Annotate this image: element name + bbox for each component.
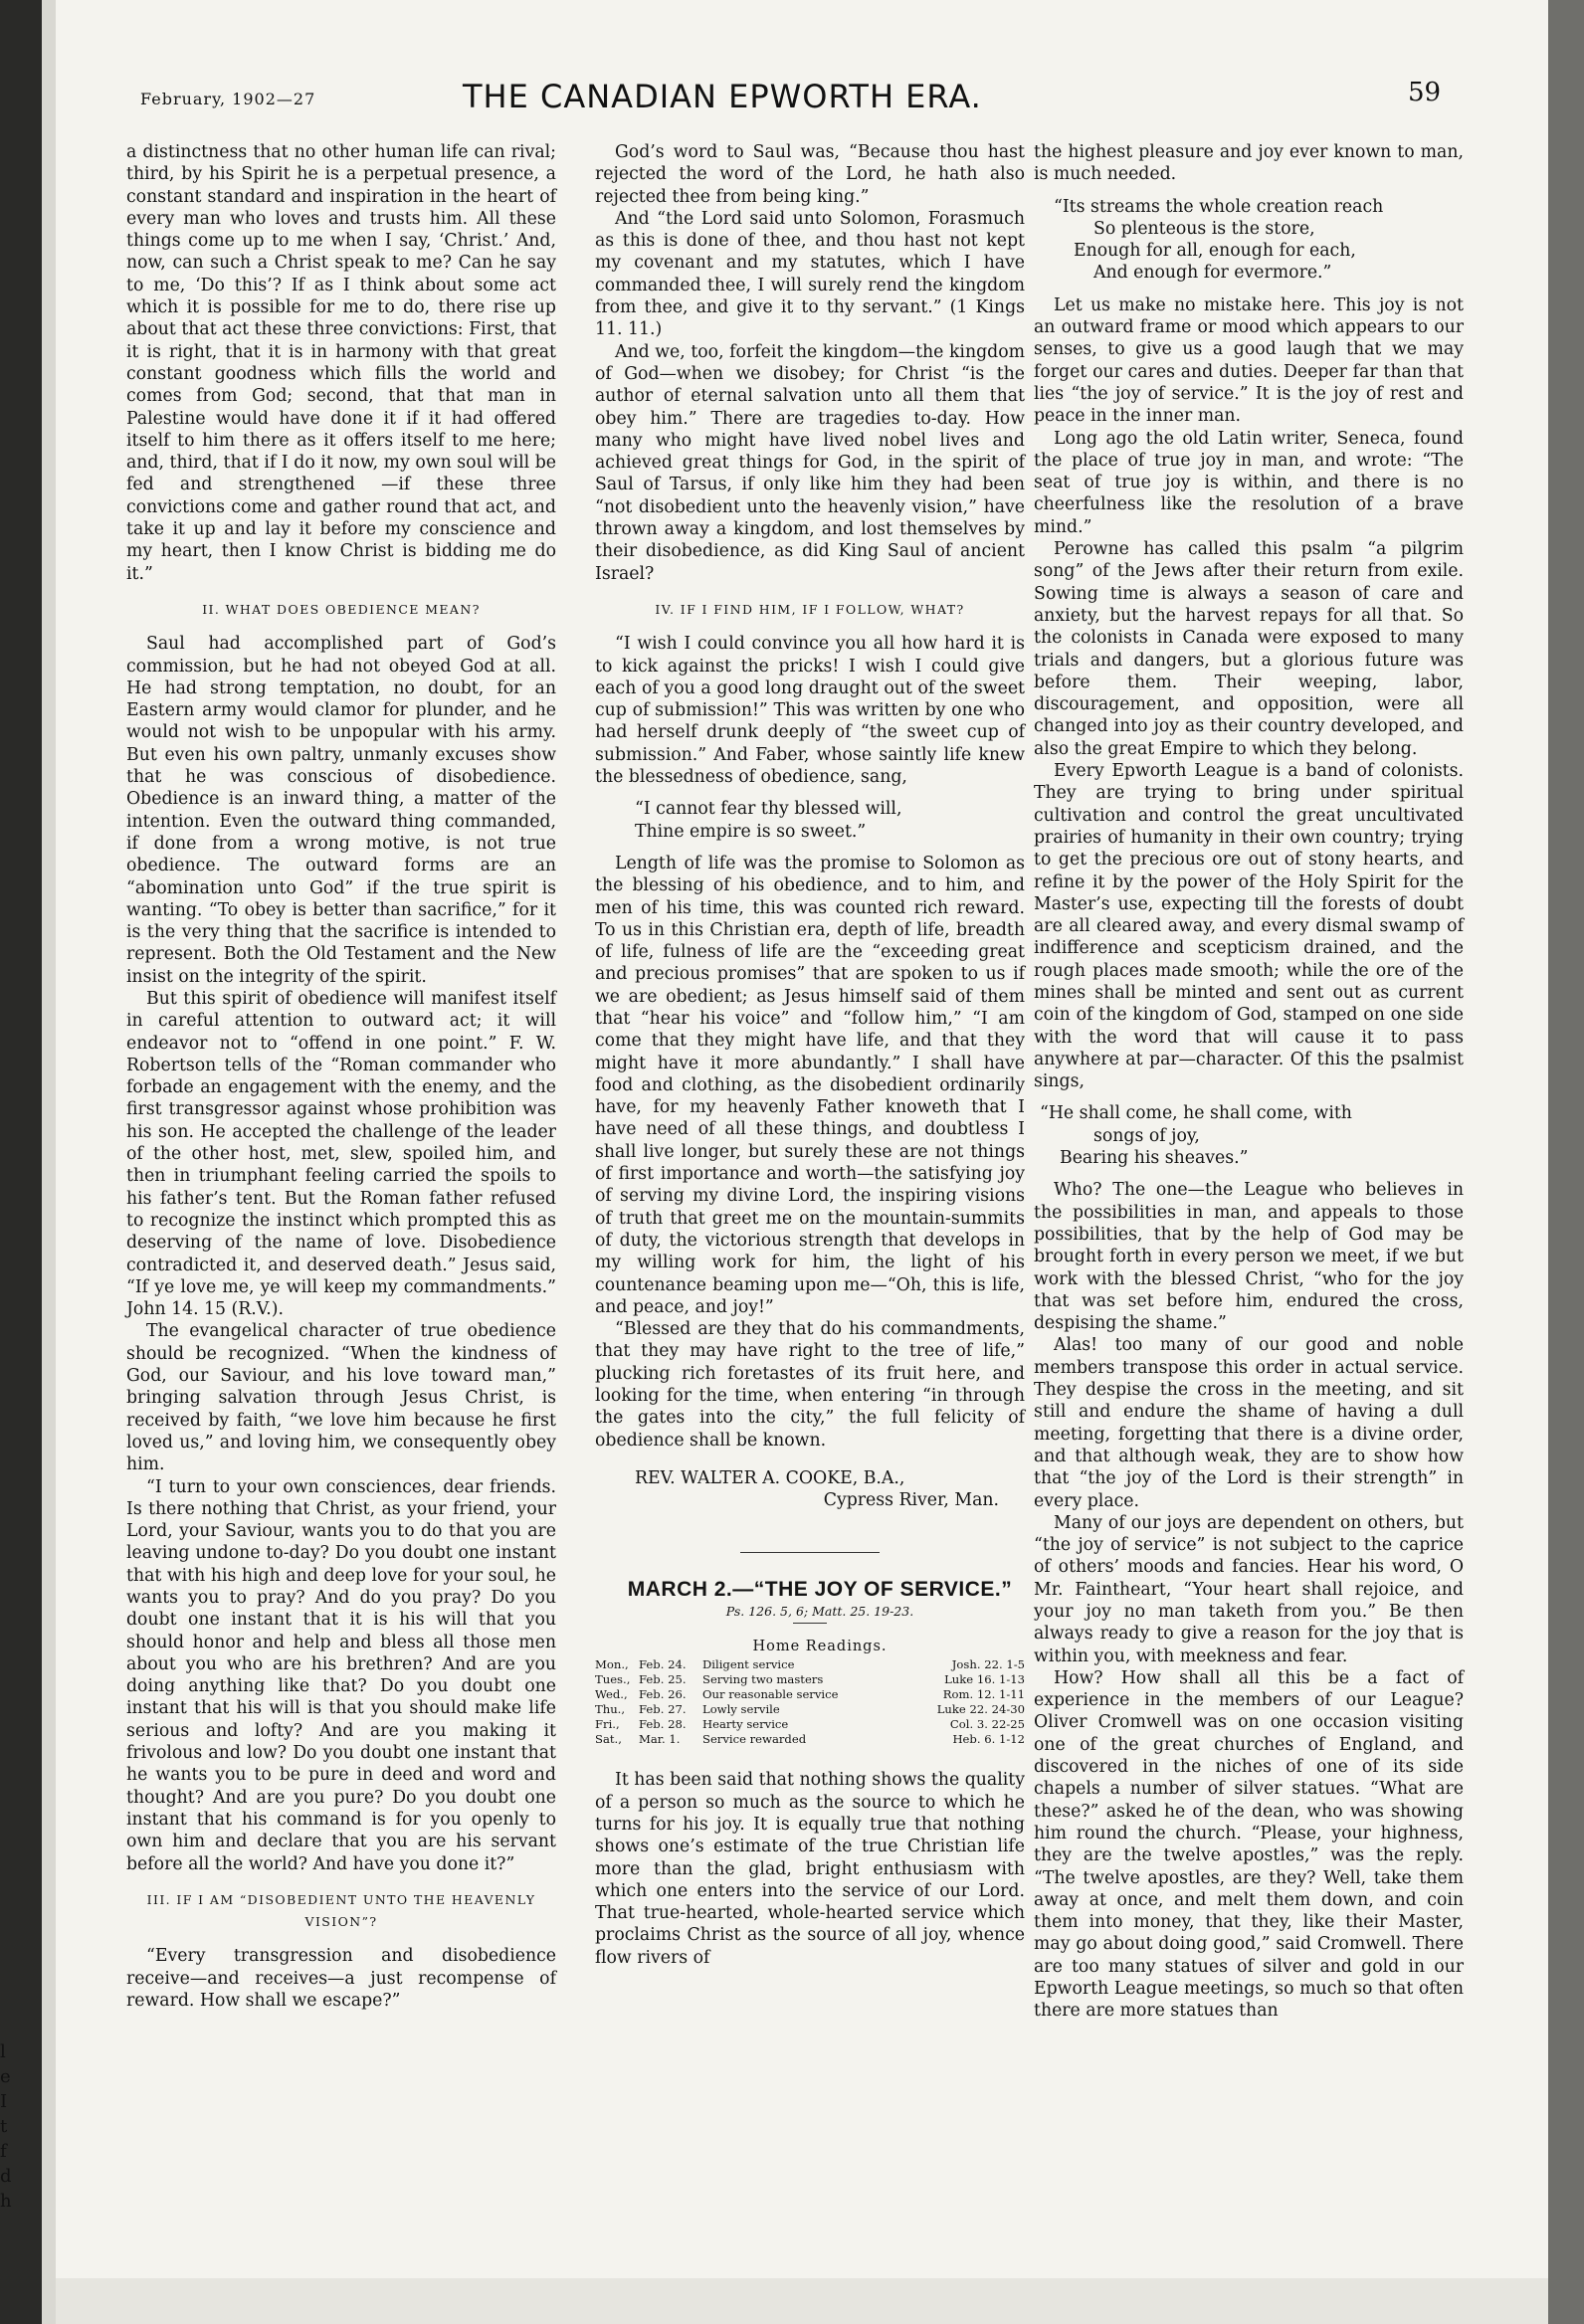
reading-day: Sat., bbox=[595, 1732, 622, 1747]
paragraph: Many of our joys are dependent on others, but “the joy of service” is not subject to the caprice of others’ moods and fancies. Hear his word, O Mr. Faintheart, “Your heart shall rejoice, and your joy no man taketh from you.” Be then always ready to give a reason for the joy that is within you, with meekness and fear. bbox=[1034, 1512, 1464, 1666]
paragraph: Who? The one—the League who believes in the possibilities in man, and appeals to those possibilities, that by the help of God may be brought forth in every person we meet, if we but work with the blessed Christ, “who for the joy that was set before him, endured the cross, despising the shame.” bbox=[1034, 1180, 1464, 1334]
paragraph: How? How shall all this be a fact of experience in the members of our League? Oliver Cromwell was on one occasion visiting one of the great churches of England, and discovered in the niches of one of its side chapels a number of silver statues. “What are these?” asked he of the dean, who was showing him round the church. “Please, your highness, they are the twelve apostles,” was the reply. “The twelve apostles, are they? Well, take them away at once, and melt them down, and coin them into money, that they, like their Master, may go about doing good,” said Cromwell. There are too many statues of silver and gold in our Epworth League meetings, so much so that often there are more statues than bbox=[1034, 1667, 1464, 2022]
paragraph: It has been said that nothing shows the quality of a person so much as the source to which he turns for his joy. It is equally true that nothing shows one’s estimate of the true Christian life more than the glad, bright enthusiasm with which one enters into the service of our Lord. That true-hearted, whole-hearted service which proclaims Christ as the source of all joy, whence flow rivers of bbox=[595, 1770, 1025, 1968]
home-readings-heading: Home Readings. bbox=[752, 1639, 888, 1655]
reading-day: Tues., bbox=[595, 1672, 631, 1687]
reading-reference: Luke 16. 1-13 bbox=[944, 1672, 1025, 1687]
short-divider bbox=[793, 1623, 827, 1624]
paragraph: “I wish I could convince you all how hard it is to kick against the pricks! I wish I could give each of you a good long draught out of the sweet cup of submission!” This was written by one who had herself drunk deeply of “the sweet cup of submission.” And Faber, whose saintly life knew the blessedness of obedience, sang, bbox=[595, 634, 1025, 788]
reading-date: Feb. 28. bbox=[639, 1717, 687, 1732]
reading-topic: Service rewarded bbox=[702, 1732, 807, 1747]
facing-page-margin-letters: l e I t f d h bbox=[0, 2041, 12, 2212]
table-row bbox=[595, 1687, 1025, 1702]
verse-line: Enough for all, enough for each, bbox=[1074, 241, 1356, 262]
table-row bbox=[595, 1717, 1025, 1732]
verse-line: Thine empire is so sweet.” bbox=[635, 821, 867, 842]
paragraph: And we, too, forfeit the kingdom—the kingdom of God—when we disobey; for Christ “is the author of eternal salvation unto all them that obey him.” There are tragedies to-day. How many who might have lived nobel lives and achieved great things for God, in the spirit of Saul of Tarsus, if only like him they had been “not disobedient unto the heavenly vision,” have thrown away a kingdom, and lost themselves by their disobedience, as did King Saul of ancient Israel? bbox=[595, 341, 1025, 584]
paragraph: The evangelical character of true obedience should be recognized. “When the kindness of God, our Saviour, and his love toward man,” bringing salvation through Jesus Christ, is received by faith, “we love him because he first loved us,” and loving him, we consequently obey him. bbox=[126, 1321, 556, 1475]
reading-reference: Josh. 22. 1-5 bbox=[951, 1657, 1025, 1672]
reading-day: Thu., bbox=[595, 1702, 626, 1717]
paragraph: Length of life was the promise to Solomon as the blessing of his obedience, and to him, and men of his time, this was counted rich reward. To us in this Christian era, depth of life, breadth of life, fulness of life are the “exceeding great and precious promises” that are spoken to us if we are obedient; as Jesus himself said of them that “hear his voice” and “follow him,” “I am come that they might have life, and that they might have it more abundantly.” I shall have food and clothing, as the disobedient ordinarily have, for my heavenly Father knoweth that I have need of all these things, and doubtless I shall live longer, but surely these are not things of first importance and worth—the satisfying joy of serving my divine Lord, the inspiring visions of truth that greet me on the mountain-summits of duty, the victorious strength that develops in my willing work for him, the light of his countenance beaming upon me—“Oh, this is life, and peace, and joy!” bbox=[595, 853, 1025, 1317]
verse-line: Bearing his sheaves.” bbox=[1060, 1148, 1249, 1169]
reading-topic: Diligent service bbox=[702, 1657, 795, 1672]
verse-quote bbox=[1034, 1102, 1464, 1169]
section-heading: IV. IF I FIND HIM, IF I FOLLOW, WHAT? bbox=[655, 601, 965, 617]
paragraph: Alas! too many of our good and noble members transpose this order in actual service. They despise the cross in the meeting, and sit still and endure the shame of having a dull meeting, forgetting that there is a divine order, and that although weak, they are to show how that “the joy of the Lord is their strength” in every place. bbox=[1034, 1335, 1464, 1511]
lesson-title: MARCH 2.—“THE JOY OF SERVICE.” bbox=[627, 1577, 1013, 1601]
facing-page-edge bbox=[42, 0, 56, 2324]
verse-quote bbox=[1034, 196, 1464, 285]
paragraph: But this spirit of obedience will manifest itself in careful attention to outward act; it will endeavor not to “offend in one point.” F. W. Robertson tells of the “Roman commander who forbade an engagement with the enemy, and the first transgressor against whose prohibition was his son. He accepted the challenge of the leader of the other host, met, slew, spoiled him, and then in triumphant feeling carried the spoils to his father’s tent. But the Roman father refused to recognize the instinct which prompted this as deserving of the name of love. Disobedience contradicted it, and deserved death.” Jesus said, “If ye love me, ye will keep my commandments.” John 14. 15 (R.V.). bbox=[126, 988, 556, 1320]
column-3 bbox=[1034, 141, 1464, 2023]
reading-date: Feb. 27. bbox=[639, 1702, 687, 1717]
paragraph: “I turn to your own consciences, dear friends. Is there nothing that Christ, as your friend, your Lord, your Saviour, wants you to do that you are leaving undone to-day? Do you doubt one instant that with his high and deep love for your soul, he wants you to pray? And do you pray? Do you doubt one instant that it is his will that you should honor and help and bless all those men about you who are his brethren? And are you doing anything like that? Do you doubt one instant that his will is that you should make life serious and lofty? And are you making it frivolous and low? Do you doubt one instant that he wants you to be pure in deed and word and thought? And are you pure? Do you doubt one instant that his command is for you openly to own him and declare that you are his servant before all the world? And have you done it?” bbox=[126, 1476, 556, 1874]
paragraph: “Every transgression and disobedience receive—and receives—a just recompense of reward. How shall we escape?” bbox=[126, 1946, 556, 2012]
paragraph: Let us make no mistake here. This joy is not an outward frame or mood which appears to our senses, to give us a good laugh that we may forget our cares and duties. Deeper far than that lies “the joy of service.” It is the joy of rest and peace in the inner man. bbox=[1034, 294, 1464, 427]
table-row bbox=[595, 1657, 1025, 1672]
scanner-background bbox=[1548, 0, 1584, 2324]
verse-line: So plenteous is the store, bbox=[1093, 218, 1315, 239]
page-number: 59 bbox=[1408, 78, 1442, 107]
paragraph: a distinctness that no other human life can rival; third, by his Spirit he is a perpetual presence, a constant standard and inspiration in the heart of every man who loves and trusts him. All these things come up to me when I say, ‘Christ.’ And, now, can such a Christ speak to me? Can he say to me, ‘Do this’? If as I think about some act which it is possible for me to do, there rise up about that act these three convictions: First, that it is right, that it is in harmony with that great constant goodness which fills the world and comes from God; second, that that man in Palestine would have done it if it had offered itself to him there as it offers itself to me here; and, third, that if I do it now, my own soul will be fed and strengthened —if these three convictions come and gather round that act, and take it up and lay it before my conscience and my heart, then I know Christ is bidding me do it.” bbox=[126, 142, 557, 584]
author-signature: REV. WALTER A. COOKE, B.A., bbox=[635, 1467, 905, 1488]
paragraph: Saul had accomplished part of God’s commission, but he had not obeyed God at all. He had strong temptation, no doubt, for an Eastern army would clamor for plunder, and he would not wish to be unpopular with his army. But even his own paltry, unmanly excuses show that he was conscious of disobedience. Obedience is an inward thing, a matter of the intention. Even the outward thing commanded, if done from a wrong motive, is not true obedience. The outward forms are an “abomination unto God” if the true spirit is wanting. “To obey is better than sacrifice,” for it is the very thing that the sacrifice is intended to represent. Both the Old Testament and the New insist on the integrity of the spirit. bbox=[126, 634, 556, 987]
paragraph: And “the Lord said unto Solomon, Forasmuch as this is done of thee, and thou hast not kept my covenant and my statutes, which I have commanded thee, I will surely rend the kingdom from thee, and give it to thy servant.” (1 Kings 11. 11.) bbox=[595, 208, 1025, 340]
paragraph: “Blessed are they that do his commandments, that they may have right to the tree of life,” plucking rich foretastes of its fruit here, and looking for the time, when entering “in through the gates into the city,” the full felicity of obedience shall be known. bbox=[595, 1319, 1025, 1451]
book-spine bbox=[0, 0, 42, 2324]
running-header bbox=[85, 78, 1458, 117]
reading-day: Mon., bbox=[595, 1657, 629, 1672]
paragraph: Long ago the old Latin writer, Seneca, found the place of true joy in man, and wrote: “The seat of true joy is within, and there is no cheerfulness like the resolution of a brave mind.” bbox=[1034, 428, 1464, 537]
column-1 bbox=[126, 141, 556, 2012]
paragraph: Perowne has called this psalm “a pilgrim song” of the Jews after their return from exile. Sowing time is always a season of care and anxiety, but the harvest repays for all that. So the colonists in Canada were exposed to many trials and dangers, but a glorious future was before them. Their weeping, labor, discouragement, and opposition, were all changed into joy as their country developed, and also the great Empire to which they belong. bbox=[1034, 539, 1464, 759]
section-heading: II. WHAT DOES OBEDIENCE MEAN? bbox=[202, 601, 481, 617]
reading-reference: Col. 3. 22-25 bbox=[949, 1717, 1025, 1732]
reading-topic: Hearty service bbox=[702, 1717, 789, 1732]
table-row bbox=[595, 1732, 1025, 1747]
verse-line: “He shall come, he shall come, with bbox=[1040, 1103, 1352, 1124]
reading-topic: Our reasonable service bbox=[702, 1687, 839, 1702]
reading-day: Wed., bbox=[595, 1687, 628, 1702]
author-location: Cypress River, Man. bbox=[823, 1490, 999, 1511]
reading-date: Feb. 26. bbox=[639, 1687, 687, 1702]
verse-line: “Its streams the whole creation reach bbox=[1054, 196, 1384, 217]
reading-day: Fri., bbox=[595, 1717, 620, 1732]
table-row bbox=[595, 1702, 1025, 1717]
issue-date: February, 1902—27 bbox=[140, 90, 316, 108]
verse-line: “I cannot fear thy blessed will, bbox=[635, 799, 902, 820]
home-readings-table bbox=[595, 1657, 1025, 1747]
periodical-title: THE CANADIAN EPWORTH ERA. bbox=[463, 78, 982, 115]
reading-topic: Lowly servile bbox=[702, 1702, 780, 1717]
reading-topic: Serving two masters bbox=[702, 1672, 824, 1687]
verse-quote bbox=[595, 798, 1025, 843]
paragraph: God’s word to Saul was, “Because thou hast rejected the word of the Lord, he hath also rejected thee from being king.” bbox=[595, 142, 1025, 207]
page-bottom-margin bbox=[56, 2278, 1548, 2324]
section-heading: III. IF I AM “DISOBEDIENT UNTO THE HEAVENLY VISION”? bbox=[146, 1891, 536, 1930]
scripture-references: Ps. 126. 5, 6; Matt. 25. 19-23. bbox=[725, 1603, 914, 1619]
verse-line: songs of joy, bbox=[1093, 1125, 1200, 1146]
reading-reference: Heb. 6. 1-12 bbox=[952, 1732, 1025, 1747]
verse-line: And enough for evermore.” bbox=[1093, 263, 1332, 284]
reading-reference: Luke 22. 24-30 bbox=[936, 1702, 1025, 1717]
table-row bbox=[595, 1672, 1025, 1687]
section-divider bbox=[740, 1552, 880, 1553]
reading-date: Feb. 24. bbox=[639, 1657, 687, 1672]
column-2 bbox=[595, 141, 1025, 1969]
reading-reference: Rom. 12. 1-11 bbox=[942, 1687, 1025, 1702]
reading-date: Feb. 25. bbox=[639, 1672, 687, 1687]
reading-date: Mar. 1. bbox=[639, 1732, 681, 1747]
paragraph: the highest pleasure and joy ever known to man, is much needed. bbox=[1034, 142, 1464, 185]
paragraph: Every Epworth League is a band of colonists. They are trying to bring under spiritual cultivation and control the great uncultivated prairies of humanity in their own country; trying to get the precious ore out of stony hearts, and refine it by the power of the Holy Spirit for the Master’s use, expecting till the forests of doubt are all cleared away, and every dismal swamp of indifference and scepticism drained, and the rough places made smooth; while the ore of the mines shall be minted and sent out as current coin of the kingdom of God, stamped on one side with the word that will cause it to pass anywhere at par—character. Of this the psalmist sings, bbox=[1034, 761, 1464, 1092]
